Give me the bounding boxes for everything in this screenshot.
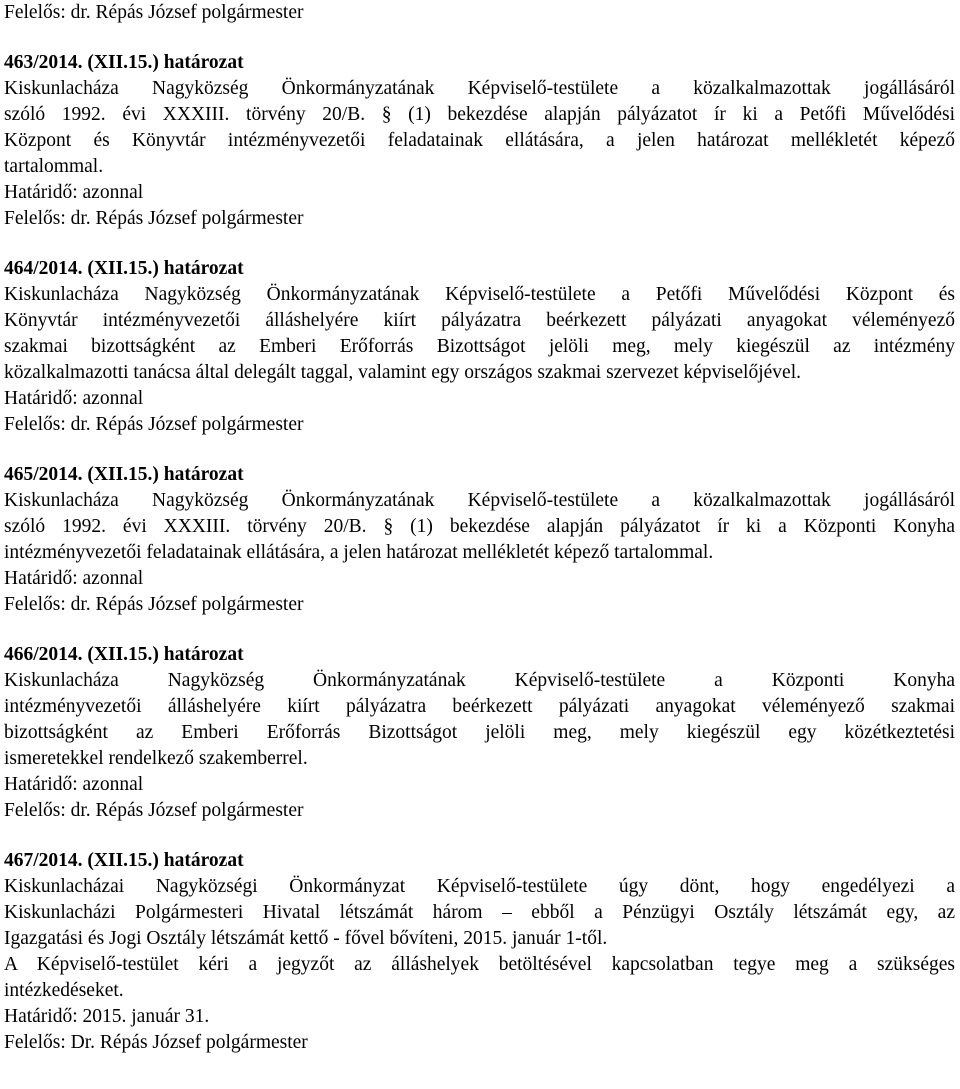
resolution-467	[4, 848, 955, 1056]
spacer	[4, 618, 955, 642]
resolution-responsible: Felelős: Dr. Répás József polgármester	[4, 1032, 308, 1053]
resolution-deadline: Határidő: 2015. január 31.	[4, 1006, 210, 1027]
document-page	[4, 0, 955, 1056]
resolution-text-line: Könyvtár intézményvezetői álláshelyére kiírt pályázatra beérkezett pályázati anyagokat véleményező	[4, 310, 955, 331]
resolution-text-line: bizottságként az Emberi Erőforrás Bizottságot jelöli meg, mely kiegészül egy közétkeztetési	[4, 722, 955, 743]
resolution-text-line: szóló 1992. évi XXXIII. törvény 20/B. § (1) bekezdése alapján pályázatot ír ki a Központi Konyha	[4, 516, 955, 537]
resolution-title: 463/2014. (XII.15.) határozat	[4, 52, 244, 73]
spacer	[4, 232, 955, 256]
resolution-responsible: Felelős: dr. Répás József polgármester	[4, 800, 304, 821]
resolution-text-line: Igazgatási és Jogi Osztály létszámát kettő - fővel bővíteni, 2015. január 1-től.	[4, 928, 608, 949]
resolution-text-line: intézkedéseket.	[4, 980, 124, 1001]
top-responsible-line: Felelős: dr. Répás József polgármester	[4, 2, 304, 23]
resolution-text-line: A Képviselő-testület kéri a jegyzőt az álláshelyek betöltésével kapcsolatban tegye meg a szükséges	[4, 954, 955, 975]
resolution-deadline: Határidő: azonnal	[4, 774, 144, 795]
resolution-title: 467/2014. (XII.15.) határozat	[4, 850, 244, 871]
spacer	[4, 824, 955, 848]
resolution-text-line: ismeretekkel rendelkező szakemberrel.	[4, 748, 308, 769]
resolution-text-line: Kiskunlacházi Polgármesteri Hivatal létszámát három – ebből a Pénzügyi Osztály létszámát egy, az	[4, 902, 955, 923]
resolution-deadline: Határidő: azonnal	[4, 182, 144, 203]
resolution-text-line: intézményvezetői álláshelyére kiírt pályázatra beérkezett pályázati anyagokat véleményező szakmai	[4, 696, 955, 717]
resolution-text-line: közalkalmazotti tanácsa által delegált taggal, valamint egy országos szakmai szervezet képviselőjével.	[4, 362, 801, 383]
resolution-465	[4, 462, 955, 618]
resolution-text-line: Kiskunlacháza Nagyközség Önkormányzatának Képviselő-testülete a Petőfi Művelődési Központ és	[4, 284, 955, 305]
resolution-text-line: szóló 1992. évi XXXIII. törvény 20/B. § (1) bekezdése alapján pályázatot ír ki a Petőfi Művelődési	[4, 104, 955, 125]
resolution-responsible: Felelős: dr. Répás József polgármester	[4, 414, 304, 435]
resolution-title: 464/2014. (XII.15.) határozat	[4, 258, 244, 279]
resolution-responsible: Felelős: dr. Répás József polgármester	[4, 594, 304, 615]
resolution-text-line: szakmai bizottságként az Emberi Erőforrás Bizottságot jelöli meg, mely kiegészül az intézmény	[4, 336, 955, 357]
resolution-responsible: Felelős: dr. Répás József polgármester	[4, 208, 304, 229]
resolution-text-line: Központ és Könyvtár intézményvezetői feladatainak ellátására, a jelen határozat mellékletét képező	[4, 130, 955, 151]
resolution-text-line: Kiskunlacháza Nagyközség Önkormányzatának Képviselő-testülete a Központi Konyha	[4, 670, 955, 691]
spacer	[4, 438, 955, 462]
resolution-deadline: Határidő: azonnal	[4, 568, 144, 589]
resolution-text-line: Kiskunlacházai Nagyközségi Önkormányzat Képviselő-testülete úgy dönt, hogy engedélyezi a	[4, 876, 955, 897]
resolution-deadline: Határidő: azonnal	[4, 388, 144, 409]
resolution-464	[4, 256, 955, 438]
resolution-title: 465/2014. (XII.15.) határozat	[4, 464, 244, 485]
resolution-463	[4, 50, 955, 232]
resolution-text-line: intézményvezetői feladatainak ellátására, a jelen határozat mellékletét képező tartalommal.	[4, 542, 714, 563]
resolution-text-line: Kiskunlacháza Nagyközség Önkormányzatának Képviselő-testülete a közalkalmazottak jogállásáról	[4, 490, 955, 511]
resolution-title: 466/2014. (XII.15.) határozat	[4, 644, 244, 665]
resolution-text-line: Kiskunlacháza Nagyközség Önkormányzatának Képviselő-testülete a közalkalmazottak jogállásáról	[4, 78, 955, 99]
resolution-text-line: tartalommal.	[4, 156, 104, 177]
spacer	[4, 26, 955, 50]
resolution-466	[4, 642, 955, 824]
